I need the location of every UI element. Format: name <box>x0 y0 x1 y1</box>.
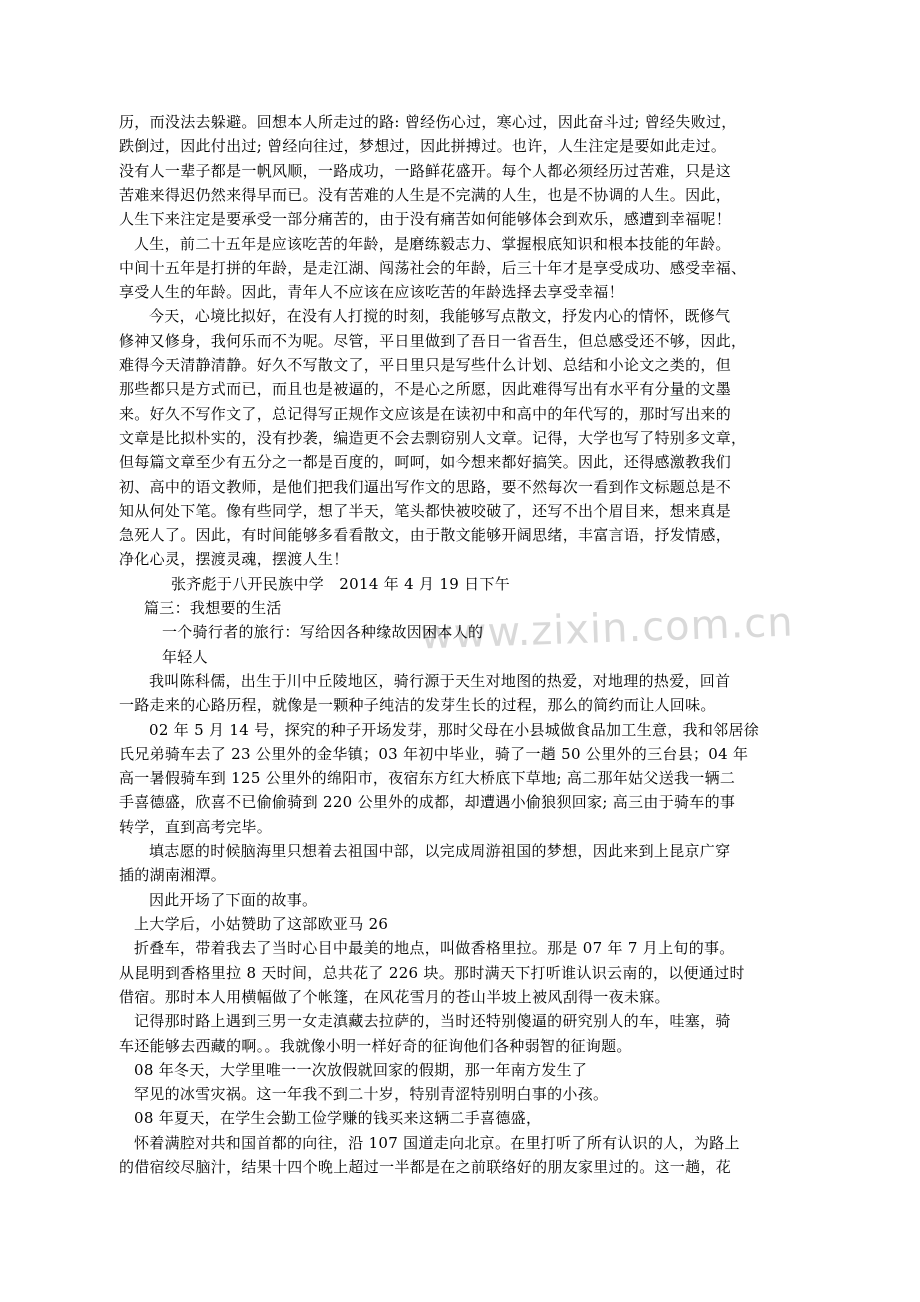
text-line: 我叫陈科儒，出生于川中丘陵地区，骑行源于天生对地图的热爱，对地理的热爱，回首 <box>149 672 731 690</box>
text-line: 跌倒过，因此付出过; 曾经向往过，梦想过，因此拼搏过。也许，人生注定是要如此走过。 <box>119 137 727 155</box>
text-line: 填志愿的时候脑海里只想着去祖国中部，以完成周游祖国的梦想，因此来到上昆京广穿 <box>149 842 731 860</box>
text-line: 记得那时路上遇到三男一女走滇藏去拉萨的，当时还特别傻逼的研究别人的车，哇塞，骑 <box>134 1012 731 1030</box>
text-line: 难得今天清静清静。好久不写散文了，平日里只是写些什么计划、总结和小论文之类的，但 <box>119 356 732 374</box>
text-line: 氏兄弟骑车去了 23 公里外的金华镇；03 年初中毕业，骑了一趟 50 公里外的三台县；04 年 <box>119 745 749 763</box>
text-line: 没有人一辈子都是一帆风顺，一路成功，一路鲜花盛开。每个人都必须经历过苦难，只是这 <box>119 162 732 180</box>
text-line: 上大学后，小姑赞助了这部欧亚马 26 <box>134 915 389 933</box>
text-line: 来。好久不写作文了，总记得写正规作文应该是在读初中和高中的年代写的，那时写出来的 <box>119 405 732 423</box>
subtitle-line: 年轻人 <box>162 648 208 666</box>
text-line: 一路走来的心路历程，就像是一颗种子纯洁的发芽生长的过程，那么的简约而让人回味。 <box>119 696 716 714</box>
text-line: 转学，直到高考完毕。 <box>119 818 273 836</box>
text-line: 手喜德盛，欣喜不已偷偷骑到 220 公里外的成都，却遭遇小偷狼狈回家; 高三由于骑车的事 <box>119 793 736 811</box>
text-line: 中间十五年是打拼的年龄，是走江湖、闯荡社会的年龄，后三十年才是享受成功、感受幸福、 <box>119 259 747 277</box>
text-line: 今天，心境比拟好，在没有人打搅的时刻，我能够写点散文，抒发内心的情怀，既修气 <box>149 307 731 325</box>
text-line: 罕见的冰雪灾祸。这一年我不到二十岁，特别青涩特别明白事的小孩。 <box>134 1085 609 1103</box>
text-line: 因此开场了下面的故事。 <box>149 891 318 909</box>
watermark: www.zixin.com.cn <box>419 599 795 659</box>
text-line: 折叠车，带着我去了当时心目中最美的地点，叫做香格里拉。那是 07 年 7 月上旬的事。 <box>134 939 735 957</box>
text-line: 苦难来得迟仍然来得早而已。没有苦难的人生是不完满的人生，也是不协调的人生。因此， <box>119 186 732 204</box>
text-line: 高一暑假骑车到 125 公里外的绵阳市，夜宿东方红大桥底下草地; 高二那年姑父送我一辆二 <box>119 769 736 787</box>
text-line: 车还能够去西藏的啊。。我就像小明一样好奇的征询他们各种弱智的征询题。 <box>119 1037 632 1055</box>
text-line: 修神又修身，我何乐而不为呢。尽管，平日里做到了吾日一省吾生，但总感受还不够，因此， <box>119 332 747 350</box>
signature-line: 张齐彪于八开民族中学 2014 年 4 月 19 日下午 <box>171 575 511 593</box>
text-line: 历，而没法去躲避。回想本人所走过的路: 曾经伤心过，寒心过，因此奋斗过; 曾经失败过， <box>119 113 737 131</box>
text-line: 净化心灵，摆渡灵魂，摆渡人生！ <box>119 550 349 568</box>
text-line: 02 年 5 月 14 号，探究的种子开场发芽，那时父母在小县城做食品加工生意，我和邻居徐 <box>149 721 760 739</box>
subtitle-line: 一个骑行者的旅行：写给因各种缘故因困本人的 <box>162 623 484 641</box>
text-line: 知从何处下笔。像有些同学，想了半天，笔头都快被咬破了，还写不出个眉目来，想来真是 <box>119 502 732 520</box>
text-line: 急死人了。因此，有时间能够多看看散文，由于散文能够开阔思绪，丰富言语，抒发情感， <box>119 526 732 544</box>
text-line: 怀着满腔对共和国首都的向往，沿 107 国道走向北京。在里打听了所有认识的人，为路上 <box>134 1134 740 1152</box>
text-line: 文章是比拟朴实的，没有抄袭，编造更不会去剽窃别人文章。记得，大学也写了特别多文章， <box>119 429 747 447</box>
text-line: 从昆明到香格里拉 8 天时间，总共花了 226 块。那时满天下打听谁认识云南的，以便通过时 <box>119 964 745 982</box>
text-line: 人生，前二十五年是应该吃苦的年龄，是磨练毅志力、掌握根底知识和根本技能的年龄。 <box>134 235 731 253</box>
text-line: 借宿。那时本人用横幅做了个帐篷，在风花雪月的苍山半坡上被风刮得一夜未寐。 <box>119 988 670 1006</box>
text-line: 那些都只是方式而已，而且也是被逼的，不是心之所愿，因此难得写出有水平有分量的文墨 <box>119 380 732 398</box>
text-line: 人生下来注定是要承受一部分痛苦的，由于没有痛苦如何能够体会到欢乐，感遭到幸福呢！ <box>119 210 732 228</box>
text-line: 08 年夏天，在学生会勤工俭学赚的钱买来这辆二手喜德盛， <box>134 1109 542 1127</box>
text-line: 插的湖南湘潭。 <box>119 866 227 884</box>
section-heading: 篇三：我想要的生活 <box>144 599 282 617</box>
text-line: 的借宿绞尽脑汁，结果十四个晚上超过一半都是在之前联络好的朋友家里过的。这一趟，花 <box>119 1158 732 1176</box>
text-line: 享受人生的年龄。因此，青年人不应该在应该吃苦的年龄选择去享受幸福！ <box>119 283 624 301</box>
text-line: 08 年冬天，大学里唯一一次放假就回家的假期，那一年南方发生了 <box>134 1061 588 1079</box>
text-line: 初、高中的语文教师，是他们把我们逼出写作文的思路，要不然每次一看到作文标题总是不 <box>119 478 732 496</box>
text-line: 但每篇文章至少有五分之一都是百度的，呵呵，如今想来都好搞笑。因此，还得感激教我们 <box>119 453 732 471</box>
